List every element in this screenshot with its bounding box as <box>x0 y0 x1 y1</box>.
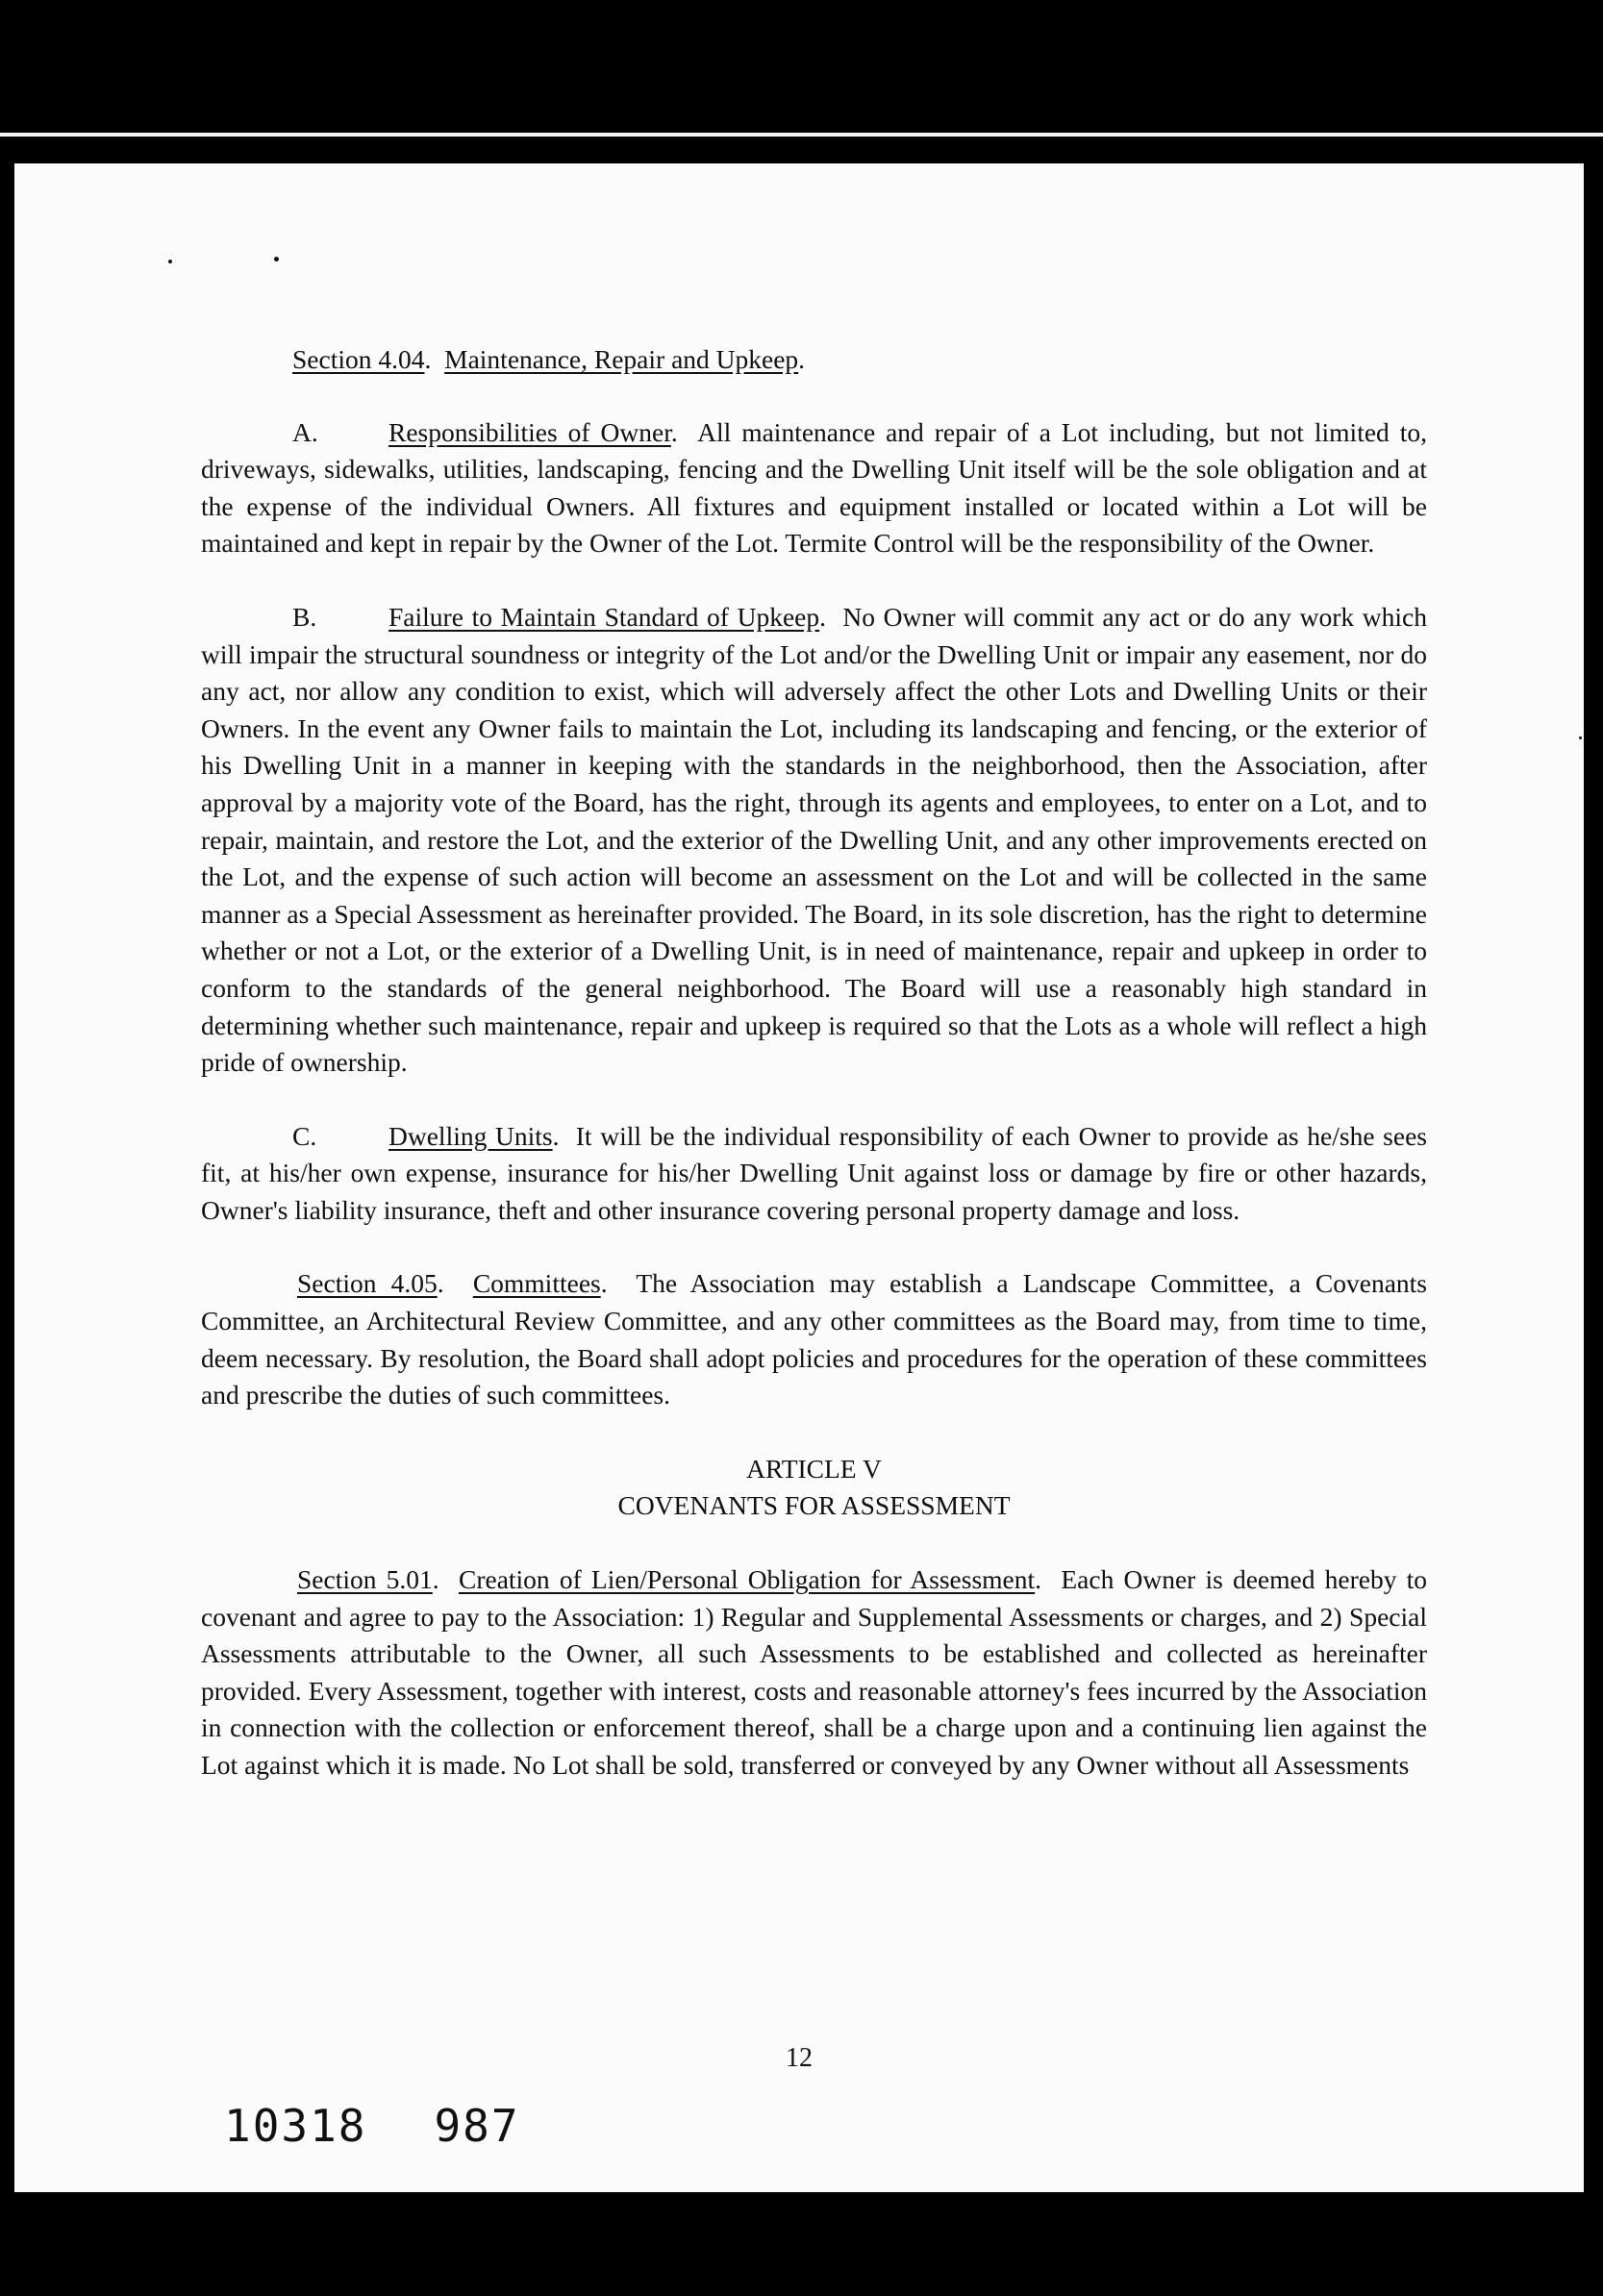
item-heading: Responsibilities of Owner <box>388 416 671 447</box>
scan-speck <box>168 260 172 263</box>
item-heading: Failure to Maintain Standard of Upkeep <box>388 601 820 632</box>
document-body <box>201 341 1427 1784</box>
item-c-paragraph: C. Dwelling Units. It will be the individual responsibility of each Owner to provide as he/she sees fit, at his/her own expense, insurance for his/her Dwelling Unit against loss or damage by fire or other hazards, Owner's liability insurance, theft and other insurance covering personal property damage and loss. <box>201 1118 1427 1230</box>
item-heading: Dwelling Units <box>388 1120 553 1151</box>
item-letter: A. <box>292 416 318 447</box>
section-4-05-paragraph: Section 4.05. Committees. The Association may establish a Landscape Committee, a Covenants Committee, an Architectural Review Committee, and any other committees as the Board may, from time to time, deem necessary. By resolution, the Board shall adopt policies and procedures for the operation of these committees and prescribe the duties of such committees. <box>201 1268 1427 1410</box>
section-number: Section 4.05 <box>297 1268 438 1299</box>
section-5-01-paragraph: Section 5.01. Creation of Lien/Personal Obligation for Assessment. Each Owner is deemed hereby to covenant and agree to pay to the Association: 1) Regular and Supplemental Assessments or charges, and 2) Special Assessments attributable to the Owner, all such Assessments to be established and collected as hereinafter provided. Every Assessment, together with interest, costs and reasonable attorney's fees incurred by the Association in connection with the collection or enforcement thereof, shall be a charge upon and a continuing lien against the Lot against which it is made. No Lot shall be sold, transferred or conveyed by any Owner without all Assessments <box>201 1564 1428 1780</box>
item-text: It will be the individual responsibility of each Owner to provide as he/she sees fit, at his/her own expense, insurance for his/her Dwelling Unit against loss or damage by fire or other hazards, Owner's liability insurance, theft and other insurance covering personal property damage and loss. <box>201 1120 1427 1225</box>
scan-top-edge-line <box>0 133 1603 137</box>
document-record-number <box>224 2100 520 2152</box>
record-page-number: 987 <box>434 2100 520 2152</box>
section-number: Section 4.04 <box>292 344 425 374</box>
item-text: No Owner will commit any act or do any work which will impair the structural soundness or integrity of the Lot and/or the Dwelling Unit or impair any easement, nor do any act, nor allow any condition to exist, which will adversely affect the other Lots and Dwelling Units or their Owners. In the event any Owner fails to maintain the Lot, including its landscaping and fencing, or the exterior of his Dwelling Unit in a manner in keeping with the standards in the neighborhood, then the Association, after approval by a majority vote of the Board, has the right, through its agents and employees, to enter on a Lot, and to repair, maintain, and restore the Lot, and the exterior of the Dwelling Unit, and any other improvements erected on the Lot, and the expense of such action will become an assessment on the Lot and will be collected in the same manner as a Special Assessment as hereinafter provided. The Board, in its sole discretion, has the right to determine whether or not a Lot, or the exterior of a Dwelling Unit, is in need of maintenance, repair and upkeep in order to conform to the standards of the general neighborhood. The Board will use a reasonably high standard in determining whether such maintenance, repair and upkeep is required so that the Lots as a whole will reflect a high pride of ownership. <box>201 601 1427 1078</box>
item-b-paragraph: B. Failure to Maintain Standard of Upkeep. No Owner will commit any act or do any work which will impair the structural soundness or integrity of the Lot and/or the Dwelling Unit or impair any easement, nor do any act, nor allow any condition to exist, which will adversely affect the other Lots and Dwelling Units or their Owners. In the event any Owner fails to maintain the Lot, including its landscaping and fencing, or the exterior of his Dwelling Unit in a manner in keeping with the standards in the neighborhood, then the Association, after approval by a majority vote of the Board, has the right, through its agents and employees, to enter on a Lot, and to repair, maintain, and restore the Lot, and the exterior of the Dwelling Unit, and any other improvements erected on the Lot, and the expense of such action will become an assessment on the Lot and will be collected in the same manner as a Special Assessment as hereinafter provided. The Board, in its sole discretion, has the right to determine whether or not a Lot, or the exterior of a Dwelling Unit, is in need of maintenance, repair and upkeep in order to conform to the standards of the general neighborhood. The Board will use a reasonably high standard in determining whether such maintenance, repair and upkeep is required so that the Lots as a whole will reflect a high pride of ownership. <box>201 599 1427 1082</box>
item-text: All maintenance and repair of a Lot including, but not limited to, driveways, sidewalks, utilities, landscaping, fencing and the Dwelling Unit itself will be the sole obligation and at the expense of the individual Owners. All fixtures and equipment installed or located within a Lot will be maintained and kept in repair by the Owner of the Lot. Termite Control will be the responsibility of the Owner. <box>201 416 1428 559</box>
section-title: Maintenance, Repair and Upkeep <box>444 344 799 374</box>
item-letter: C. <box>292 1120 317 1151</box>
item-letter: B. <box>292 601 317 632</box>
article-title: COVENANTS FOR ASSESSMENT <box>617 1490 1011 1521</box>
article-number: ARTICLE V <box>746 1453 882 1484</box>
section-title: Creation of Lien/Personal Obligation for Assessment <box>458 1564 1036 1595</box>
page-number: 12 <box>786 2043 813 2073</box>
article-heading <box>201 1451 1427 1525</box>
scan-speck <box>274 257 279 262</box>
section-number: Section 5.01 <box>297 1564 433 1595</box>
section-4-04-heading: Section 4.04. Maintenance, Repair and Upkeep. <box>292 344 806 374</box>
section-text: The Association may establish a Landscape Committee, a Covenants Committee, an Architectural Review Committee, and any other committees as the Board may, from time to time, deem necessary. By resolution, the Board shall adopt policies and procedures for the operation of these committees and prescribe the duties of such committees. <box>201 1268 1427 1410</box>
section-title: Committees <box>472 1268 601 1299</box>
item-a-paragraph: A. Responsibilities of Owner. All maintenance and repair of a Lot including, but not limited to, driveways, sidewalks, utilities, landscaping, fencing and the Dwelling Unit itself will be the sole obligation and at the expense of the individual Owners. All fixtures and equipment installed or located within a Lot will be maintained and kept in repair by the Owner of the Lot. Termite Control will be the responsibility of the Owner. <box>201 414 1427 562</box>
document-page <box>14 163 1584 2192</box>
section-text: Each Owner is deemed hereby to covenant and agree to pay to the Association: 1) Regular and Supplemental Assessments or charges, and 2) Special Assessments attributable to the Owner, all such Assessments to be established and collected as hereinafter provided. Every Assessment, together with interest, costs and reasonable attorney's fees incurred by the Association in connection with the collection or enforcement thereof, shall be a charge upon and a continuing lien against the Lot against which it is made. No Lot shall be sold, transferred or conveyed by any Owner without all Assessments <box>201 1564 1428 1780</box>
scan-speck <box>1579 736 1582 739</box>
record-book-number: 10318 <box>224 2100 367 2152</box>
